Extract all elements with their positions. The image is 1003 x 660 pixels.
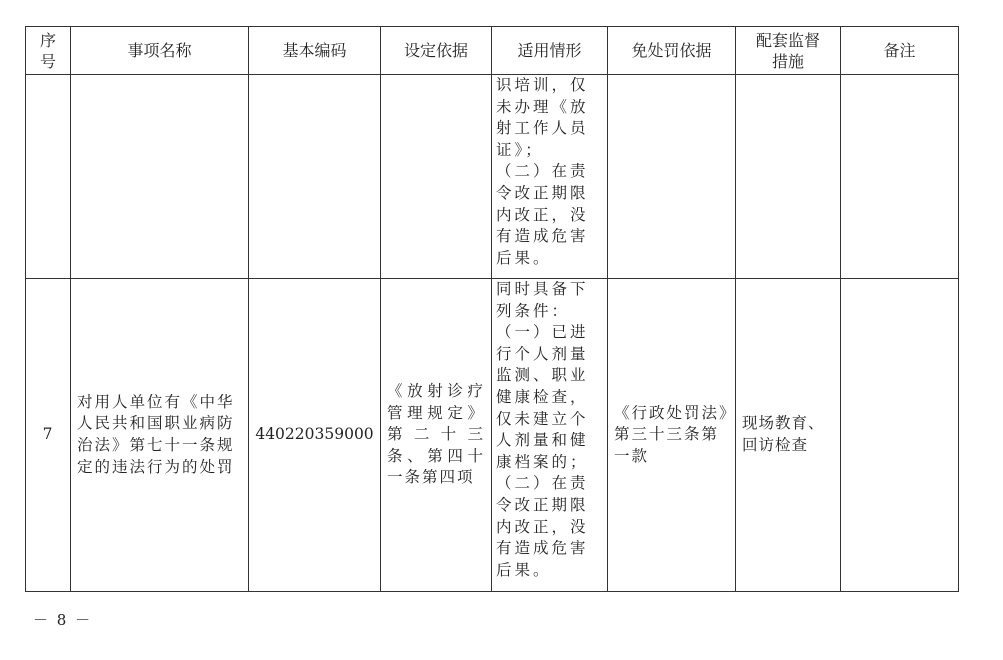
table-header-row bbox=[26, 27, 959, 75]
header-code: 基本编码 bbox=[249, 27, 381, 75]
cell-basis bbox=[381, 75, 492, 279]
header-supervision: 配套监督措施 bbox=[736, 27, 841, 75]
header-situation: 适用情形 bbox=[492, 27, 608, 75]
cell-basis: 《放射诊疗管理规定》第二十三条、第四十一条第四项 bbox=[381, 279, 492, 592]
cell-situation: 识培训，仅未办理《放射工作人员证》； （二）在责令改正期限内改正，没有造成危害后果。 bbox=[492, 75, 608, 279]
table-row bbox=[26, 279, 959, 592]
cell-exemption bbox=[608, 75, 736, 279]
cell-remarks bbox=[841, 279, 959, 592]
exemption-table bbox=[25, 26, 959, 592]
header-exemption: 免处罚依据 bbox=[608, 27, 736, 75]
cell-code bbox=[249, 75, 381, 279]
header-name: 事项名称 bbox=[71, 27, 249, 75]
cell-exemption: 《行政处罚法》第三十三条第一款 bbox=[608, 279, 736, 592]
cell-seq: 7 bbox=[26, 279, 71, 592]
table-row bbox=[26, 75, 959, 279]
cell-seq bbox=[26, 75, 71, 279]
cell-code: 440220359000 bbox=[249, 279, 381, 592]
header-basis: 设定依据 bbox=[381, 27, 492, 75]
cell-supervision bbox=[736, 75, 841, 279]
cell-name: 对用人单位有《中华人民共和国职业病防治法》第七十一条规定的违法行为的处罚 bbox=[71, 279, 249, 592]
cell-remarks bbox=[841, 75, 959, 279]
header-seq: 序号 bbox=[26, 27, 71, 75]
page-number: － 8 － bbox=[33, 611, 93, 629]
cell-name bbox=[71, 75, 249, 279]
cell-supervision: 现场教育、回访检查 bbox=[736, 279, 841, 592]
cell-situation: 同时具备下列条件： （一）已进行个人剂量监测、职业健康检查，仅未建立个人剂量和健康档案的； （二）在责令改正期限内改正，没有造成危害后果。 bbox=[492, 279, 608, 592]
header-remarks: 备注 bbox=[841, 27, 959, 75]
